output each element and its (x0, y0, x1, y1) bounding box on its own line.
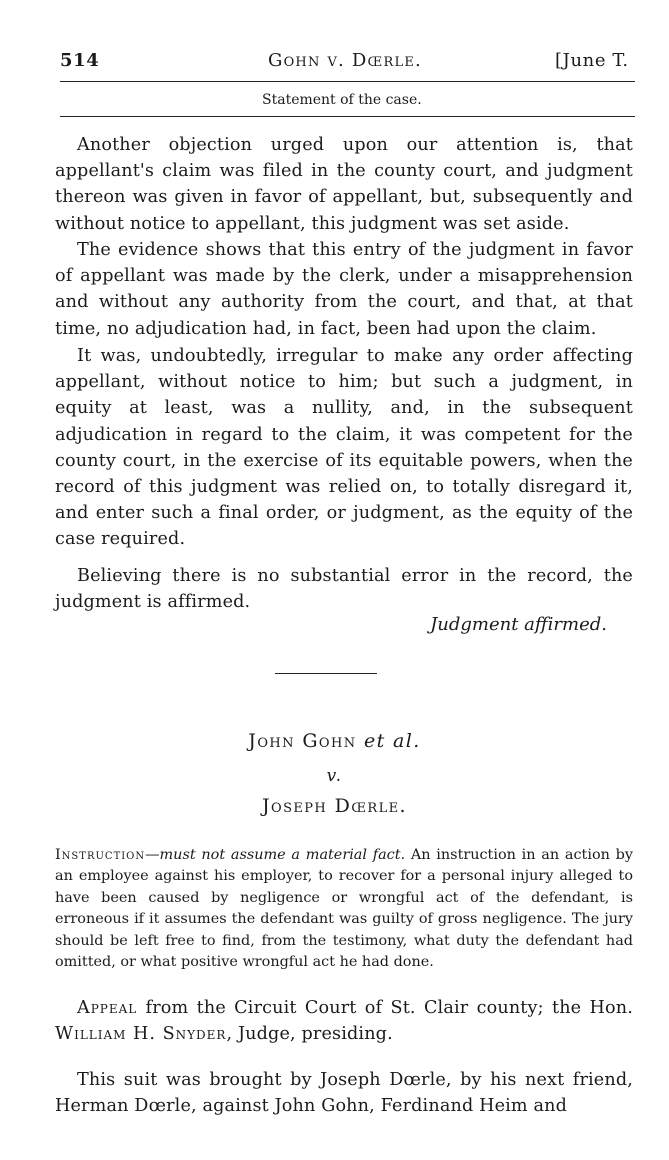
case-separator-rule (275, 673, 377, 674)
headnote-topic: must not assume a material fact. (159, 847, 406, 863)
case-defendant: Joseph Dœrle. (262, 795, 407, 817)
opinion-paragraph-4: Believing there is no substantial error in the record, the judgment is affirmed. (55, 566, 633, 613)
running-title: Gohn v. Dœrle. (268, 50, 422, 71)
appeal-judge: William H. Snyder (55, 1024, 227, 1045)
case-plaintiff (0, 730, 669, 752)
headnote (55, 845, 633, 973)
page-number: 514 (60, 50, 100, 71)
case-versus: v. (326, 766, 343, 786)
et-al: et al. (363, 730, 421, 752)
plaintiff-name: John Gohn (248, 730, 357, 752)
opinion-paragraph-3: It was, undoubtedly, irregular to make any order affecting appellant, without notice to him; but such a judgment, in equity at least, was a nullity, and, in the subsequent adjudication in regard to the claim, it was competent for the county court, in the exercise of its equitable powers, when the record of this judgment was relied on, to totally disregard it, and enter such a final order, or judgment, as the equity of the case required. (55, 346, 633, 550)
headnote-body: An instruction in an action by an employee against his employer, to recover for a personal injury alleged to have been caused by negligence or wrongful act of the defendant, is erroneous if it assumes the defendant was guilty of gross negligence. The jury should be left free to find, from the testimony, what duty the defendant had omitted, or what positive wrongful act he had done. (55, 847, 633, 971)
section-caption: Statement of the case. (262, 92, 422, 108)
headnote-dash: — (145, 847, 160, 863)
header-rule-top (60, 81, 635, 82)
judgment-affirmed: Judgment affirmed. (430, 614, 607, 635)
appeal-lead: Appeal (77, 998, 138, 1018)
term-label: [June T. (555, 50, 629, 71)
appeal-text-1: from the Circuit Court of St. Clair county; the Hon. (145, 998, 633, 1018)
appeal-text-2: , Judge, presiding. (226, 1024, 393, 1045)
statement-paragraph: This suit was brought by Joseph Dœrle, by his next friend, Herman Dœrle, against John Gohn, Ferdinand Heim and (55, 1070, 633, 1117)
headnote-lead: Instruction (55, 847, 146, 863)
opinion-paragraph-2: The evidence shows that this entry of the judgment in favor of appellant was made by the clerk, under a misapprehension and without any authority from the court, and that, at that time, no adjudication had, in fact, been had upon the claim. (55, 240, 633, 339)
header-rule-bottom (60, 116, 635, 117)
opinion-paragraph-1: Another objection urged upon our attention is, that appellant's claim was filed in the county court, and judgment thereon was given in favor of appellant, but, subsequently and without notice to appellant, this judgment was set aside. (55, 135, 633, 234)
appeal-paragraph (55, 995, 633, 1047)
